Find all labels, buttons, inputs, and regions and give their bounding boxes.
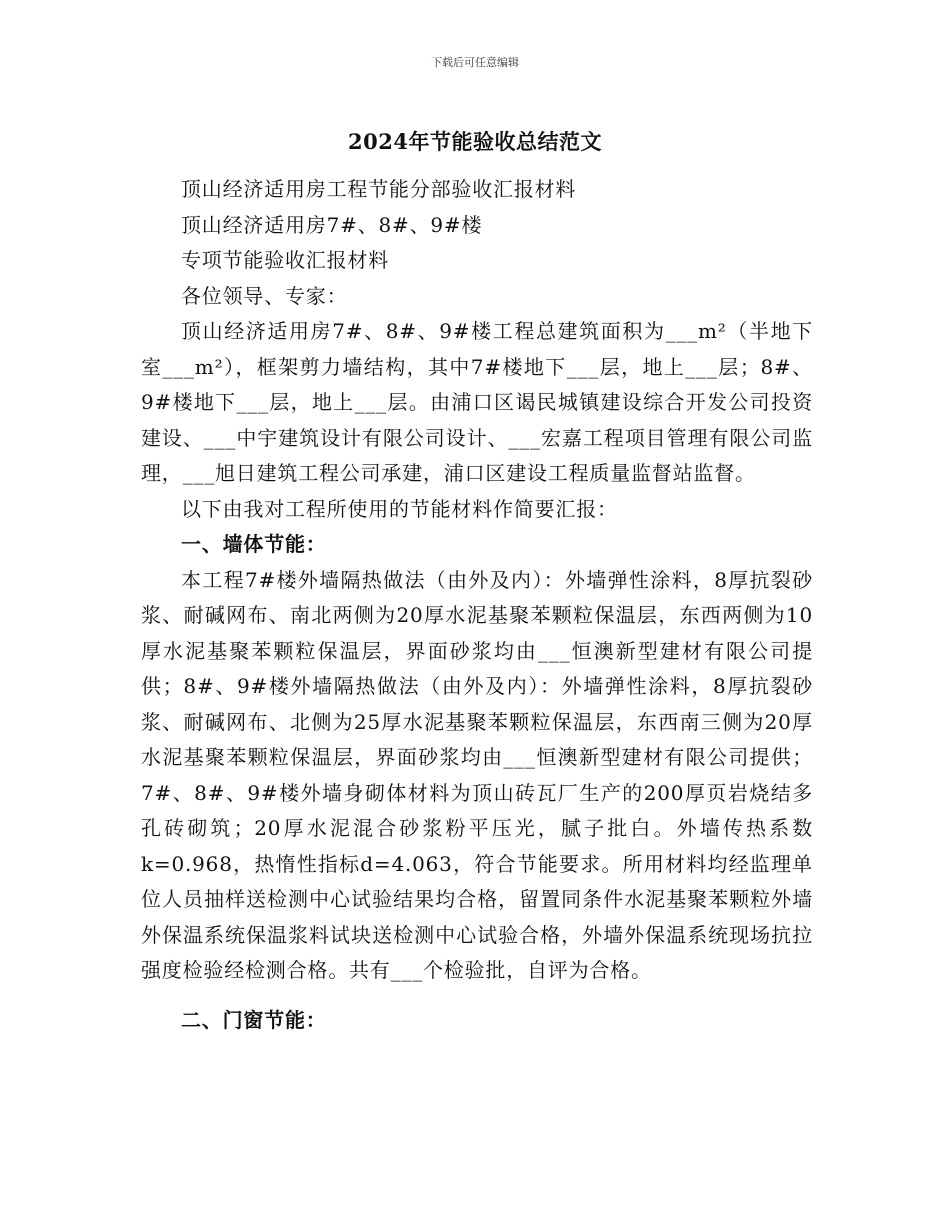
page-header-note: 下载后可任意编辑 [431, 56, 519, 69]
document-title: 2024年节能验收总结范文 [348, 129, 602, 154]
salutation: 各位领导、专家： [181, 283, 348, 308]
section-paragraph-wall: 本工程7#楼外墙隔热做法（由外及内）：外墙弹性涂料，8厚抗裂砂浆、耐碱网布、南北两侧为20厚水泥基聚苯颗粒保温层，东西两侧为10厚水泥基聚苯颗粒保温层，界面砂浆均由___恒澳新型建材有限公司提供；8#、9#楼外墙隔热做法（由外及内）：外墙弹性涂料，8厚抗裂砂浆、耐碱网布、北侧为25厚水泥基聚苯颗粒保温层，东西南三侧为20厚水泥基聚苯颗粒保温层，界面砂浆均由___恒澳新型建材有限公司提供；7#、8#、9#楼外墙身砌体材料为顶山砖瓦厂生产的200厚页岩烧结多孔砖砌筑；20厚水泥混合砂浆粉平压光，腻子批白。外墙传热系数k=0.968，热惰性指标d=4.063，符合节能要求。所用材料均经监理单位人员抽样送检测中心试验结果均合格，留置同条件水泥基聚苯颗粒外墙外保温系统保温浆料试块送检测中心试验合格，外墙外保温系统现场抗拉强度检验经检测合格。共有___个检验批，自评为合格。 [141, 567, 813, 982]
summary-intro: 以下由我对工程所使用的节能材料作简要汇报： [181, 496, 618, 521]
subtitle-line: 专项节能验收汇报材料 [181, 248, 389, 272]
intro-paragraph: 顶山经济适用房7#、8#、9#楼工程总建筑面积为___m²（半地下室___m²），框架剪力墙结构，其中7#楼地下___层，地上___层；8#、9#楼地下___层，地上___层。由浦口区谒民城镇建设综合开发公司投资建设、___中宇建筑设计有限公司设计、___宏嘉工程项目管理有限公司监理，___旭日建筑工程公司承建，浦口区建设工程质量监督站监督。 [141, 319, 813, 485]
section-heading-wall: 一、墙体节能： [181, 532, 327, 556]
subtitle-line: 顶山经济适用房工程节能分部验收汇报材料 [181, 177, 577, 201]
document-body [141, 172, 813, 1038]
section-heading-windows: 二、门窗节能： [181, 1007, 327, 1032]
subtitle-line: 顶山经济适用房7#、8#、9#楼 [181, 212, 483, 237]
